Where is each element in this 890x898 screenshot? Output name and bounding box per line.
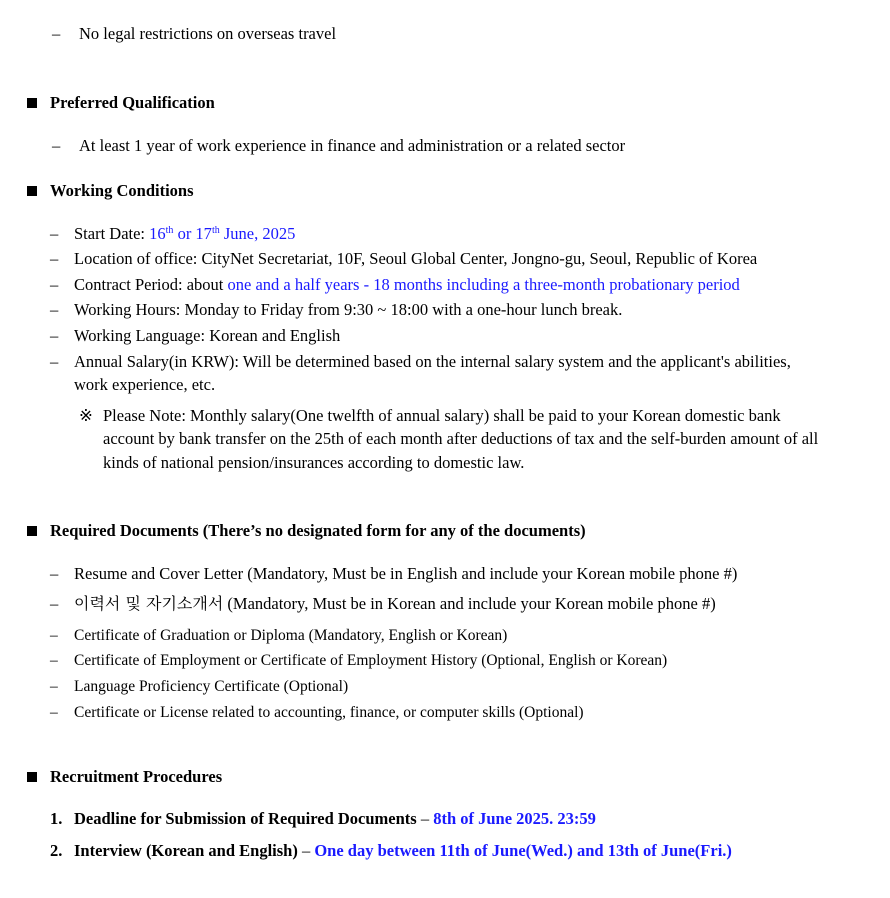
salary-line-1: Annual Salary(in KRW): Will be determined based on the internal salary system and the applicant's abilities,: [74, 352, 791, 371]
step-2-separator: –: [297, 841, 315, 860]
contract-label: Contract Period: about: [74, 275, 228, 294]
step-1-separator: –: [416, 809, 434, 828]
section-title-procedures: Recruitment Procedures: [50, 767, 223, 786]
step-1-deadline: 8th of June 2025. 23:59: [433, 809, 596, 828]
korean-resume-rest: (Mandatory, Must be in Korean and include your Korean mobile phone #): [223, 594, 716, 613]
doc-employment: Certificate of Employment or Certificate of Employment History (Optional, English or Korean): [74, 652, 668, 669]
section-title-working: Working Conditions: [50, 181, 194, 200]
bullet-dash: –: [50, 326, 59, 345]
bullet-dash: –: [52, 24, 61, 43]
step-2-interview-date: One day between 11th of June(Wed.) and 13th of June(Fri.): [314, 841, 732, 860]
bullet-dash: –: [50, 224, 59, 243]
doc-resume: Resume and Cover Letter (Mandatory, Must be in English and include your Korean mobile phone #): [74, 564, 738, 583]
contract-line: [74, 275, 740, 295]
square-bullet-icon: [27, 98, 37, 108]
doc-korean-resume: [74, 594, 716, 614]
bullet-dash: –: [50, 652, 58, 669]
step-1-label: Deadline for Submission of Required Documents: [74, 809, 417, 828]
doc-license: Certificate or License related to accounting, finance, or computer skills (Optional): [74, 704, 584, 721]
start-sup-2: th: [211, 225, 220, 236]
bullet-dash: –: [50, 594, 59, 613]
step-1: [74, 809, 596, 829]
location-line: Location of office: CityNet Secretariat, 10F, Seoul Global Center, Jongno-gu, Seoul, Republic of Korea: [74, 249, 758, 268]
step-2-label: Interview (Korean and English): [74, 841, 298, 860]
start-date-label: Start Date:: [74, 224, 150, 243]
note-line-2: account by bank transfer on the 25th of each month after deductions of tax and the self-burden amount of all: [103, 429, 819, 448]
note-line-3: kinds of national pension/insurances according to domestic law.: [103, 453, 525, 472]
bullet-dash: –: [50, 564, 59, 583]
step-number-1: 1.: [50, 809, 63, 828]
korean-resume-label: 이력서 및 자기소개서: [74, 594, 224, 613]
square-bullet-icon: [27, 526, 37, 536]
start-day-2: or 17: [173, 224, 212, 243]
square-bullet-icon: [27, 186, 37, 196]
start-date-value: [149, 224, 295, 243]
start-date-line: [74, 224, 295, 244]
bullet-dash: –: [50, 300, 59, 319]
start-sup-1: th: [165, 225, 174, 236]
bullet-dash: –: [50, 678, 58, 695]
reference-mark-icon: ※: [79, 406, 93, 425]
travel-restriction-text: No legal restrictions on overseas travel: [79, 24, 337, 43]
step-number-2: 2.: [50, 841, 63, 860]
bullet-dash: –: [50, 352, 59, 371]
salary-line-2: work experience, etc.: [74, 375, 216, 394]
bullet-dash: –: [50, 627, 58, 644]
hours-line: Working Hours: Monday to Friday from 9:30 ~ 18:00 with a one-hour lunch break.: [74, 300, 623, 319]
language-line: Working Language: Korean and English: [74, 326, 341, 345]
preferred-item: At least 1 year of work experience in finance and administration or a related sector: [79, 136, 626, 155]
bullet-dash: –: [50, 249, 59, 268]
bullet-dash: –: [52, 136, 61, 155]
square-bullet-icon: [27, 772, 37, 782]
section-title-documents: Required Documents (There’s no designated form for any of the documents): [50, 521, 586, 540]
doc-language-cert: Language Proficiency Certificate (Optional): [74, 678, 349, 695]
bullet-dash: –: [50, 275, 59, 294]
start-day-1: 16: [149, 224, 166, 243]
start-month-year: June, 2025: [219, 224, 296, 243]
bullet-dash: –: [50, 704, 58, 721]
step-2: [74, 841, 732, 861]
section-title-preferred: Preferred Qualification: [50, 93, 215, 112]
contract-value: one and a half years - 18 months including a three-month probationary period: [227, 275, 740, 294]
doc-graduation: Certificate of Graduation or Diploma (Mandatory, English or Korean): [74, 627, 508, 644]
note-line-1: Please Note: Monthly salary(One twelfth of annual salary) shall be paid to your Korean domestic bank: [103, 406, 781, 425]
